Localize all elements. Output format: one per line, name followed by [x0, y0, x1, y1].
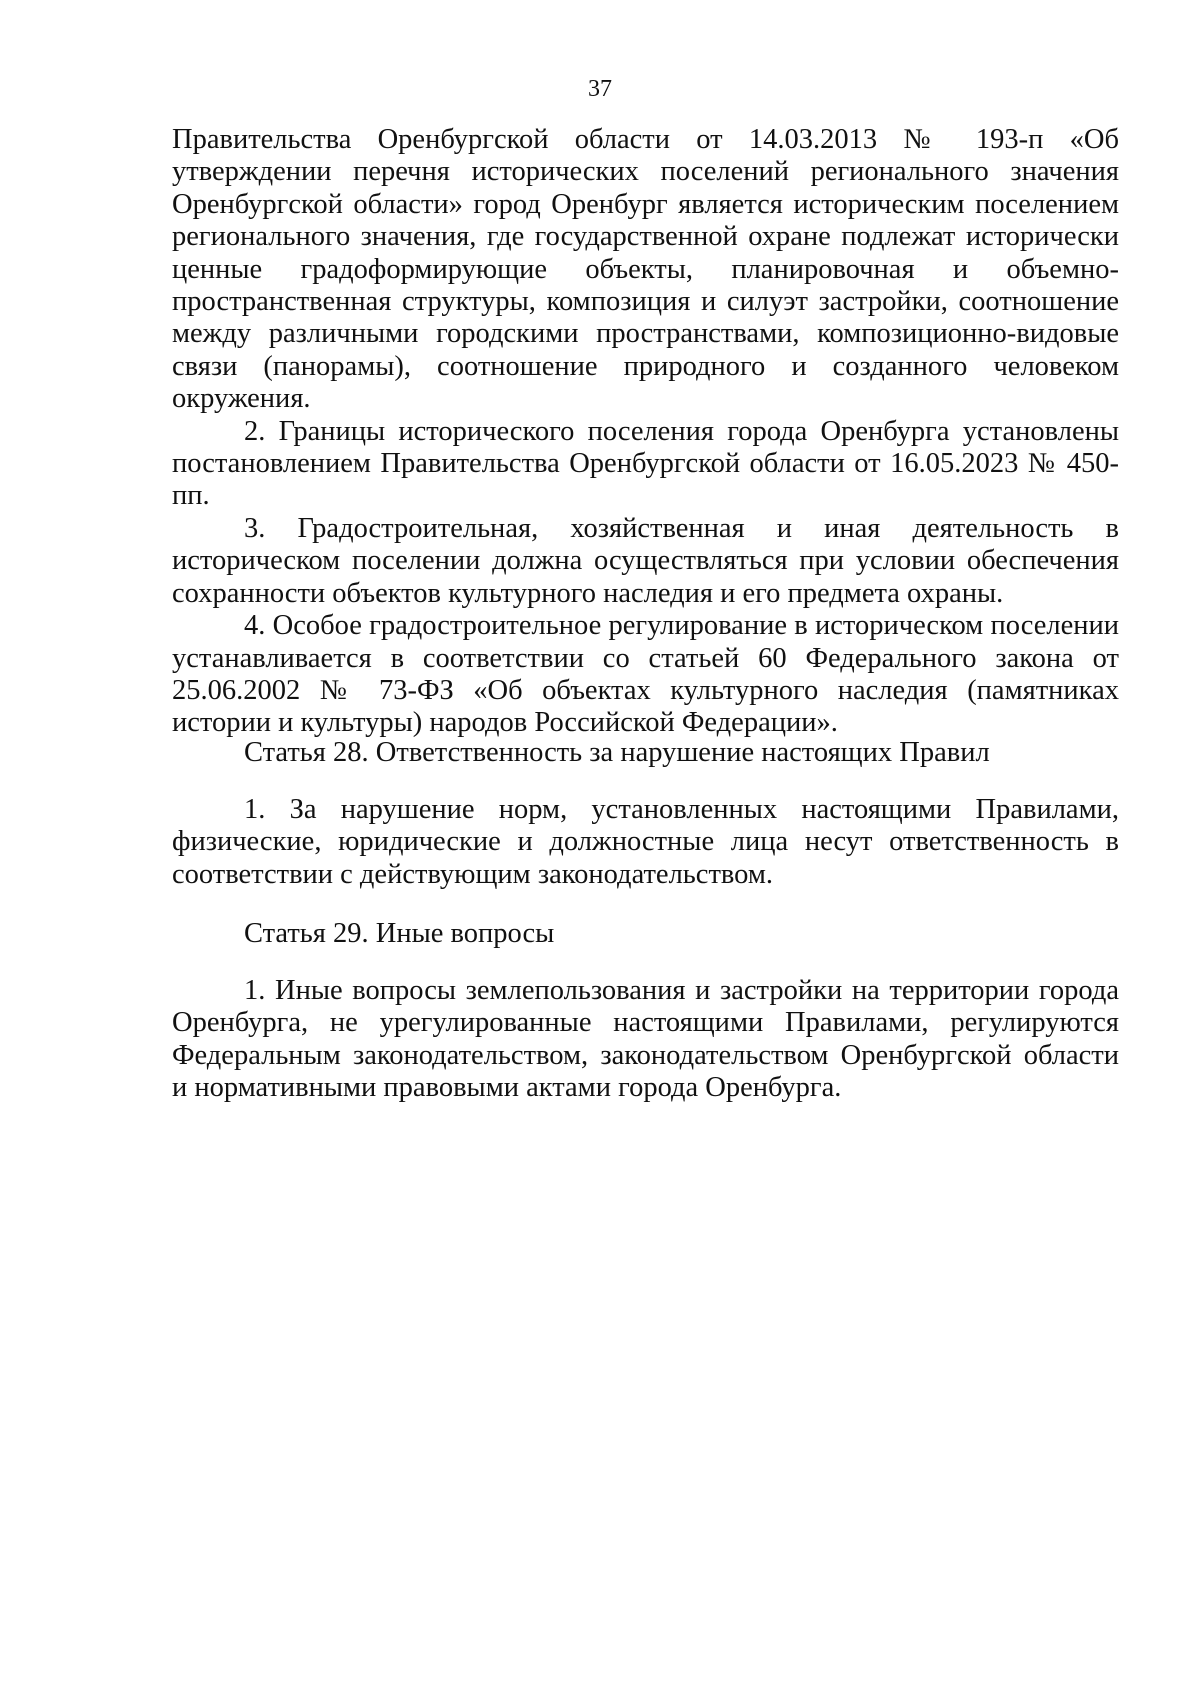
- article-28-heading: Статья 28. Ответственность за нарушение настоящих Правил: [244, 737, 990, 768]
- paragraph-continuation: Правительства Оренбургской области от 14.03.2013 № 193-п «Об утверждении перечня исторических поселений регионального значения Оренбургской области» город Оренбург является историческим поселением регионального значения, где государственной охране подлежат исторически ценные градоформирующие объекты, планировочная и объемно-пространственная структуры, композиция и силуэт застройки, соотношение между различными городскими пространствами, композиционно-видовые связи (панорамы), соотношение природного и созданного человеком окружения.: [172, 124, 1119, 415]
- document-body-top: [172, 124, 1119, 740]
- page-number: 37: [588, 76, 612, 102]
- paragraph-item-3: 3. Градостроительная, хозяйственная и иная деятельность в историческом поселении должна осуществляться при условии обеспечения сохранности объектов культурного наследия и его предмета охраны.: [172, 512, 1119, 609]
- paragraph-item-4: 4. Особое градостроительное регулирование в историческом поселении устанавливается в соответствии со статьей 60 Федерального закона от 25.06.2002 № 73-ФЗ «Об объектах культурного наследия (памятниках истории и культуры) народов Российской Федерации».: [172, 610, 1119, 739]
- paragraph-item-2: 2. Границы исторического поселения города Оренбурга установлены постановлением Правительства Оренбургской области от 16.05.2023 № 450-пп.: [172, 415, 1119, 512]
- article-28-paragraph-1: 1. За нарушение норм, установленных настоящими Правилами, физические, юридические и должностные лица несут ответственность в соответствии с действующим законодательством.: [172, 794, 1119, 890]
- article-29-heading: Статья 29. Иные вопросы: [244, 918, 555, 949]
- article-28-body: [172, 794, 1119, 891]
- article-29-body: [172, 975, 1119, 1105]
- article-29-paragraph-1: 1. Иные вопросы землепользования и застройки на территории города Оренбурга, не урегулированные настоящими Правилами, регулируются Федеральным законодательством, законодательством Оренбургской области и нормативными правовыми актами города Оренбурга.: [172, 975, 1119, 1104]
